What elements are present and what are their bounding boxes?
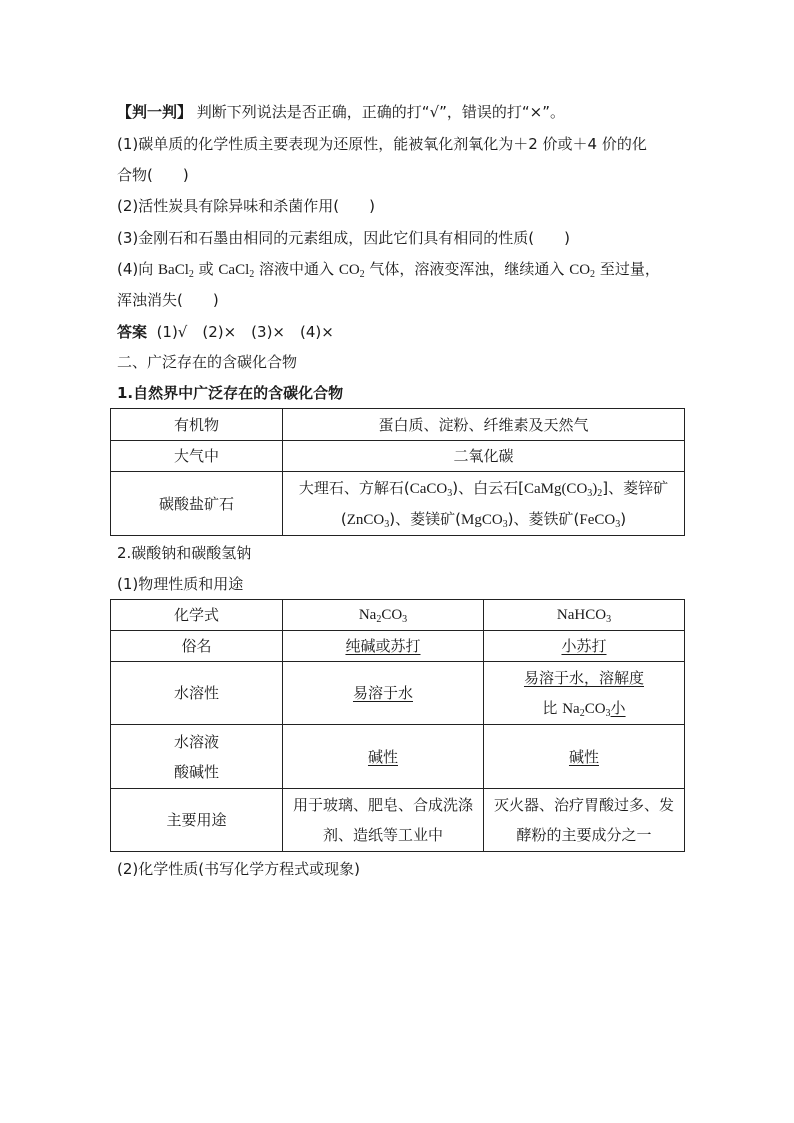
section-2-subtitle-1: 1.自然界中广泛存在的含碳化合物 (117, 384, 344, 402)
na2co3-uses: 用于玻璃、肥皂、合成洗涤 剂、造纸等工业中 (283, 789, 484, 852)
na2co3-solubility: 易溶于水 (283, 662, 484, 725)
table-row (111, 789, 685, 852)
carbon-compounds-table (110, 408, 685, 536)
header-na2co3: $Na_2CO_3$ (283, 600, 484, 631)
nahco3-uses: 灭火器、治疗胃酸过多、发 酵粉的主要成分之一 (484, 789, 685, 852)
question-3: (3)金刚石和石墨由相同的元素组成，因此它们具有相同的性质( ) (117, 229, 570, 247)
row-value-atmosphere: 二氧化碳 (283, 441, 685, 472)
question-1-line2: 合物( ) (117, 166, 189, 184)
sodium-carbonate-table (110, 599, 685, 852)
row-label-carbonate-ore: 碳酸盐矿石 (111, 472, 283, 536)
row-value-carbonate-ore: 大理石、方解石(CaCO$_3$)、白云石$[CaMg(CO_3)_2]$、菱锌矿 (ZnCO$_3$)、菱镁矿(MgCO$_3$)、菱铁矿(FeCO$_3$) (283, 472, 685, 536)
table-row (111, 441, 685, 472)
physical-properties-title: (1)物理性质和用途 (117, 575, 244, 593)
question-4-line1: (4)向 BaCl$_2$ 或 CaCl$_2$ 溶液中通入 $CO_2$ 气体，溶液变浑浊，继续通入 $CO_2$ 至过量， (117, 260, 660, 280)
table-row (111, 631, 685, 662)
section-2-title: 二、广泛存在的含碳化合物 (117, 353, 298, 371)
row-label-solubility: 水溶性 (111, 662, 283, 725)
header-nahco3: NaHCO$_3$ (484, 600, 685, 631)
row-label-uses: 主要用途 (111, 789, 283, 852)
header-formula: 化学式 (111, 600, 283, 631)
question-2: (2)活性炭具有除异味和杀菌作用( ) (117, 197, 375, 215)
table-row (111, 662, 685, 725)
question-1-line1: (1)碳单质的化学性质主要表现为还原性，能被氧化剂氧化为＋2 价或＋4 价的化 (117, 135, 647, 153)
answer-text: (1)√ (2)× (3)× (4)× (156, 323, 334, 341)
chemical-properties-title: (2)化学性质(书写化学方程式或现象) (117, 860, 360, 878)
nahco3-acidity: 碱性 (484, 725, 685, 789)
row-label-common-name: 俗名 (111, 631, 283, 662)
answer-line (117, 322, 334, 342)
question-4-line2: 浑浊消失( ) (117, 291, 219, 309)
judge-intro: 判断下列说法是否正确，正确的打“√”，错误的打“×”。 (196, 103, 566, 121)
na2co3-common-name: 纯碱或苏打 (283, 631, 484, 662)
answer-label: 答案 (117, 323, 148, 341)
row-value-organic: 蛋白质、淀粉、纤维素及天然气 (283, 409, 685, 441)
na2co3-acidity: 碱性 (283, 725, 484, 789)
judge-tag: 【判一判】 (117, 103, 193, 121)
nahco3-common-name: 小苏打 (484, 631, 685, 662)
table-row (111, 725, 685, 789)
judge-intro-line (117, 102, 565, 122)
row-label-organic: 有机物 (111, 409, 283, 441)
nahco3-solubility: 易溶于水，溶解度 比 $Na_2CO_3$小 (484, 662, 685, 725)
section-2-subtitle-2: 2.碳酸钠和碳酸氢钠 (117, 544, 252, 562)
row-label-acidity: 水溶液 酸碱性 (111, 725, 283, 789)
table-row (111, 472, 685, 536)
row-label-atmosphere: 大气中 (111, 441, 283, 472)
table-row (111, 409, 685, 441)
table-row (111, 600, 685, 631)
